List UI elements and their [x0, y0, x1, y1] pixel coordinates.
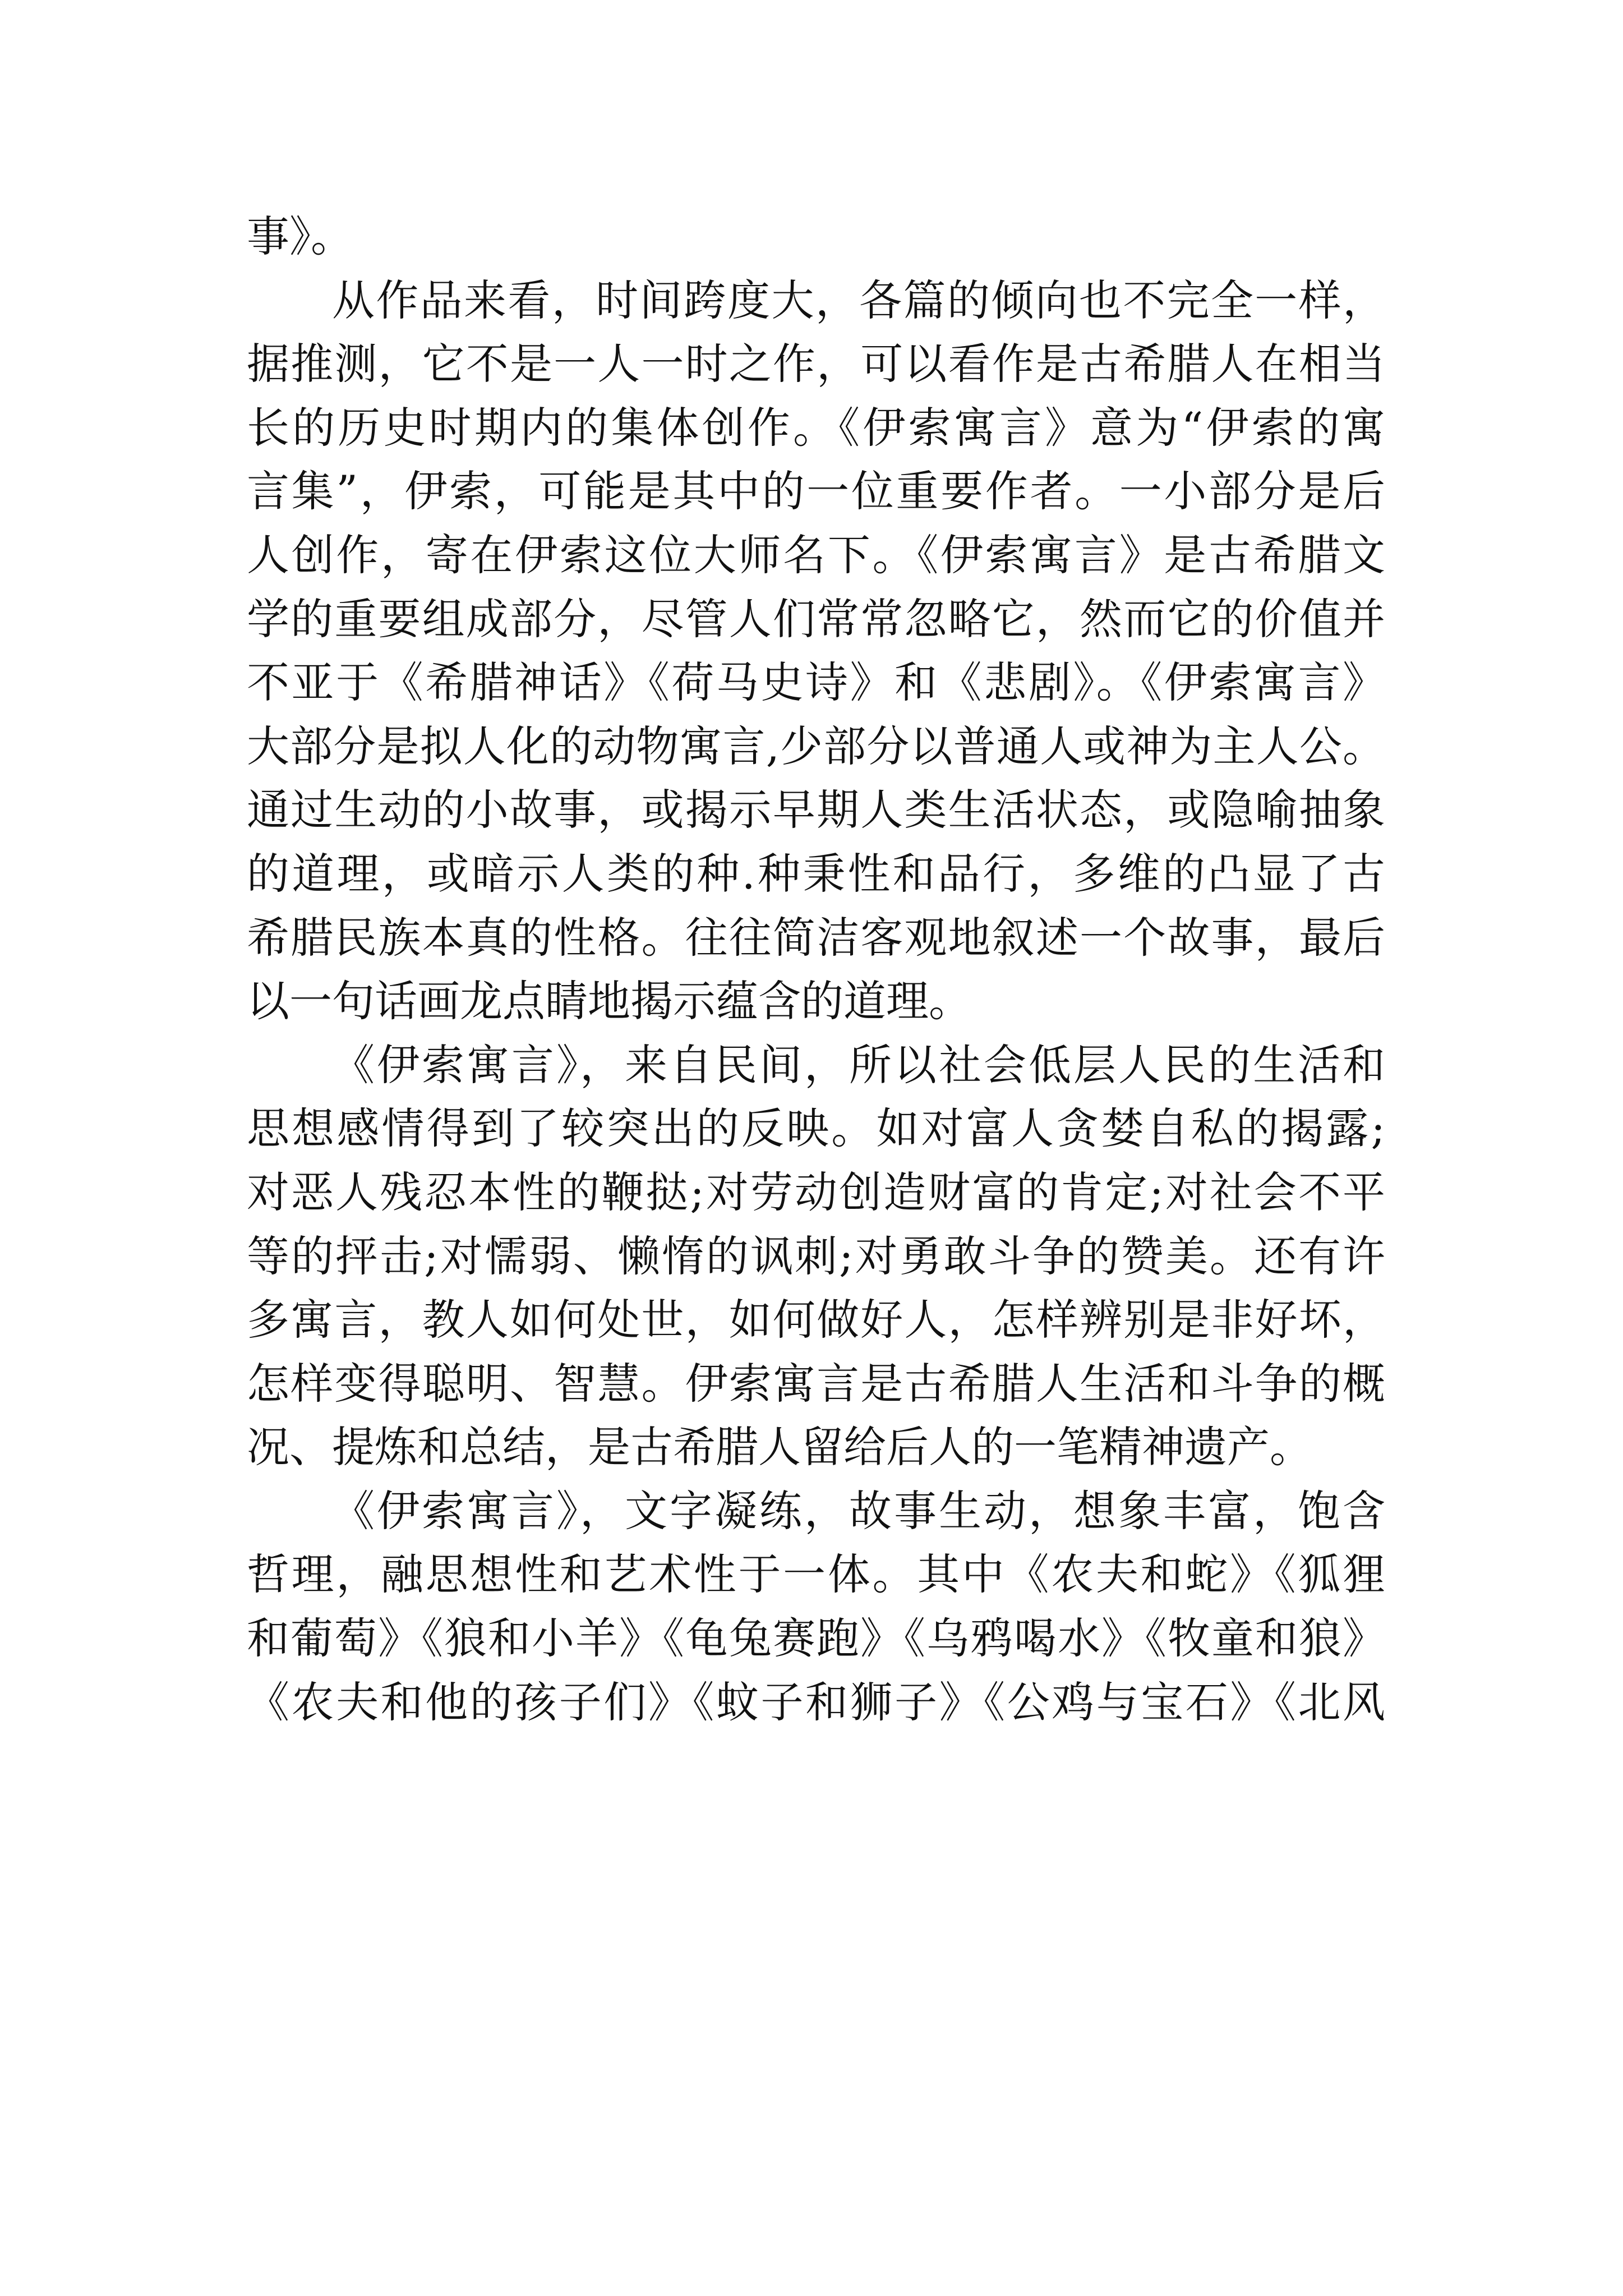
text-line: 等的抨击;对懦弱、懒惰的讽刺;对勇敢斗争的赞美。还有许	[247, 1231, 1385, 1281]
text-line: 思想感情得到了较突出的反映。如对富人贪婪自私的揭露;	[247, 1103, 1385, 1154]
paragraph-3	[247, 1033, 1385, 1479]
text-line: 长的历史时期内的集体创作。《伊索寓言》意为“伊索的寓	[247, 402, 1385, 453]
text-line: 多寓言，教人如何处世，如何做好人，怎样辨别是非好坏，	[247, 1295, 1385, 1345]
text-line: 和葡萄》《狼和小羊》《龟兔赛跑》《乌鸦喝水》《牧童和狼》	[247, 1613, 1385, 1664]
text-line: 据推测，它不是一人一时之作，可以看作是古希腊人在相当	[247, 339, 1385, 389]
text-line: 况、提炼和总结，是古希腊人留给后人的一笔精神遗产。	[247, 1422, 1312, 1473]
text-line: 言集”，伊索，可能是其中的一位重要作者。一小部分是后	[247, 466, 1385, 517]
text-line: 《伊索寓言》，来自民间，所以社会低层人民的生活和	[332, 1039, 1385, 1090]
text-line: 怎样变得聪明、智慧。伊索寓言是古希腊人生活和斗争的概	[247, 1358, 1385, 1409]
text-line: 对恶人残忍本性的鞭挞;对劳动创造财富的肯定;对社会不平	[247, 1167, 1385, 1217]
paragraph-2	[247, 269, 1385, 1033]
body-text	[247, 205, 1385, 1734]
text-line: 的道理，或暗示人类的种.种秉性和品行，多维的凸显了古	[247, 848, 1385, 899]
paragraph-4	[247, 1479, 1385, 1734]
text-line: 大部分是拟人化的动物寓言,少部分以普通人或神为主人公。	[247, 721, 1385, 771]
text-line: 人创作，寄在伊索这位大师名下。《伊索寓言》是古希腊文	[247, 530, 1385, 580]
text-line: 以一句话画龙点睛地揭示蕴含的道理。	[247, 976, 971, 1027]
text-line: 事》。	[247, 211, 353, 261]
text-line: 哲理，融思想性和艺术性于一体。其中《农夫和蛇》《狐狸	[247, 1549, 1385, 1600]
text-line: 不亚于《希腊神话》《荷马史诗》和《悲剧》。《伊索寓言》	[247, 657, 1385, 708]
text-line: 《伊索寓言》，文字凝练，故事生动，想象丰富，饱含	[332, 1485, 1385, 1536]
text-line: 通过生动的小故事，或揭示早期人类生活状态，或隐喻抽象	[247, 785, 1385, 835]
text-line: 《农夫和他的孩子们》《蚊子和狮子》《公鸡与宝石》《北风	[247, 1677, 1385, 1727]
text-line: 学的重要组成部分，尽管人们常常忽略它，然而它的价值并	[247, 593, 1385, 644]
text-line: 从作品来看，时间跨度大，各篇的倾向也不完全一样，	[332, 275, 1385, 325]
text-line: 希腊民族本真的性格。往往简洁客观地叙述一个故事，最后	[247, 912, 1385, 963]
paragraph-1	[247, 205, 1385, 269]
